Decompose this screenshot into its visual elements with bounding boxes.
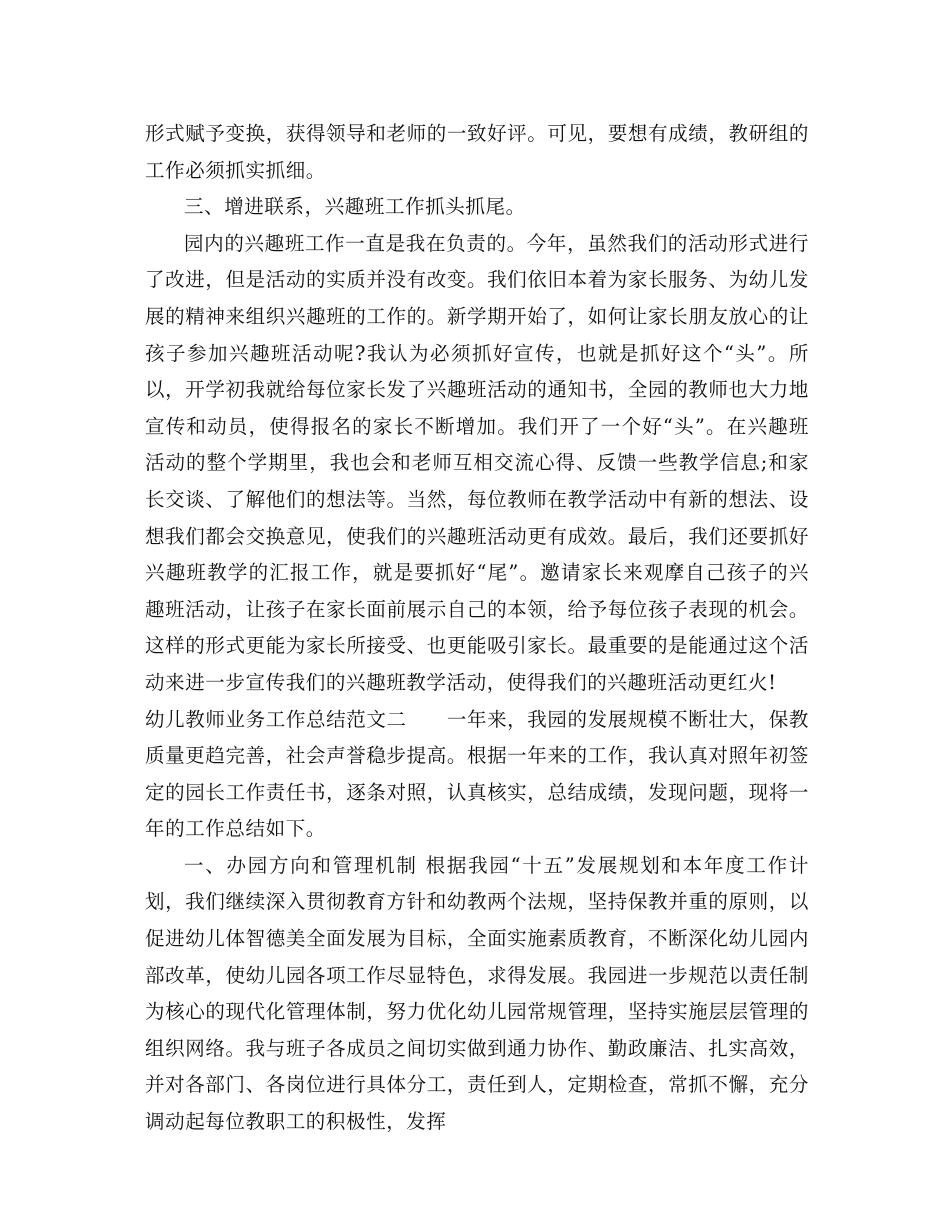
- paragraph-management: 一、办园方向和管理机制 根据我园“十五”发展规划和本年度工作计划，我们继续深入贯彻教育方针和幼教两个法规，坚持保教并重的原则，以促进幼儿体智德美全面发展为目标，全面实施素质教育，不断深化幼儿园内部改革，使幼儿园各项工作尽显特色，求得发展。我园进一步规范以责任制为核心的现代化管理体制，努力优化幼儿园常规管理，坚持实施层层管理的组织网络。我与班子各成员之间切实做到通力协作、勤政廉洁、扎实高效，并对各部门、各岗位进行具体分工，责任到人，定期检查，常抓不懈，充分调动起每位教职工的积极性，发挥: [145, 853, 809, 1134]
- paragraph-continuation: 形式赋予变换，获得领导和老师的一致好评。可见，要想有成绩，教研组的工作必须抓实抓细。: [145, 122, 809, 182]
- section-heading-three: 三、增进联系，兴趣班工作抓头抓尾。: [184, 195, 526, 219]
- document-body: [145, 116, 809, 1141]
- paragraph-interest-class: 园内的兴趣班工作一直是我在负责的。今年，虽然我们的活动形式进行了改进，但是活动的实质并没有改变。我们依旧本着为家长服务、为幼儿发展的精神来组织兴趣班的工作的。新学期开始了，如何让家长朋友放心的让孩子参加兴趣班活动呢?我认为必须抓好宣传，也就是抓好这个“头”。所以，开学初我就给每位家长发了兴趣班活动的通知书，全园的教师也大力地宣传和动员，使得报名的家长不断增加。我们开了一个好“头”。在兴趣班活动的整个学期里，我也会和老师互相交流心得、反馈一些教学信息;和家长交谈、了解他们的想法等。当然，每位教师在教学活动中有新的想法、设想我们都会交换意见，使我们的兴趣班活动更有成效。最后，我们还要抓好兴趣班教学的汇报工作，就是要抓好“尾”。邀请家长来观摩自己孩子的兴趣班活动，让孩子在家长面前展示自己的本领，给予每位孩子表现的机会。这样的形式更能为家长所接受、也更能吸引家长。最重要的是能通过这个活动来进一步宣传我们的兴趣班教学活动，使得我们的兴趣班活动更红火!: [145, 231, 809, 694]
- paragraph-sample-two-intro: 幼儿教师业务工作总结范文二 一年来，我园的发展规模不断壮大，保教质量更趋完善，社会声誉稳步提高。根据一年来的工作，我认真对照年初签定的园长工作责任书，逐条对照，认真核实，总结成绩，发现问题，现将一年的工作总结如下。: [145, 707, 809, 841]
